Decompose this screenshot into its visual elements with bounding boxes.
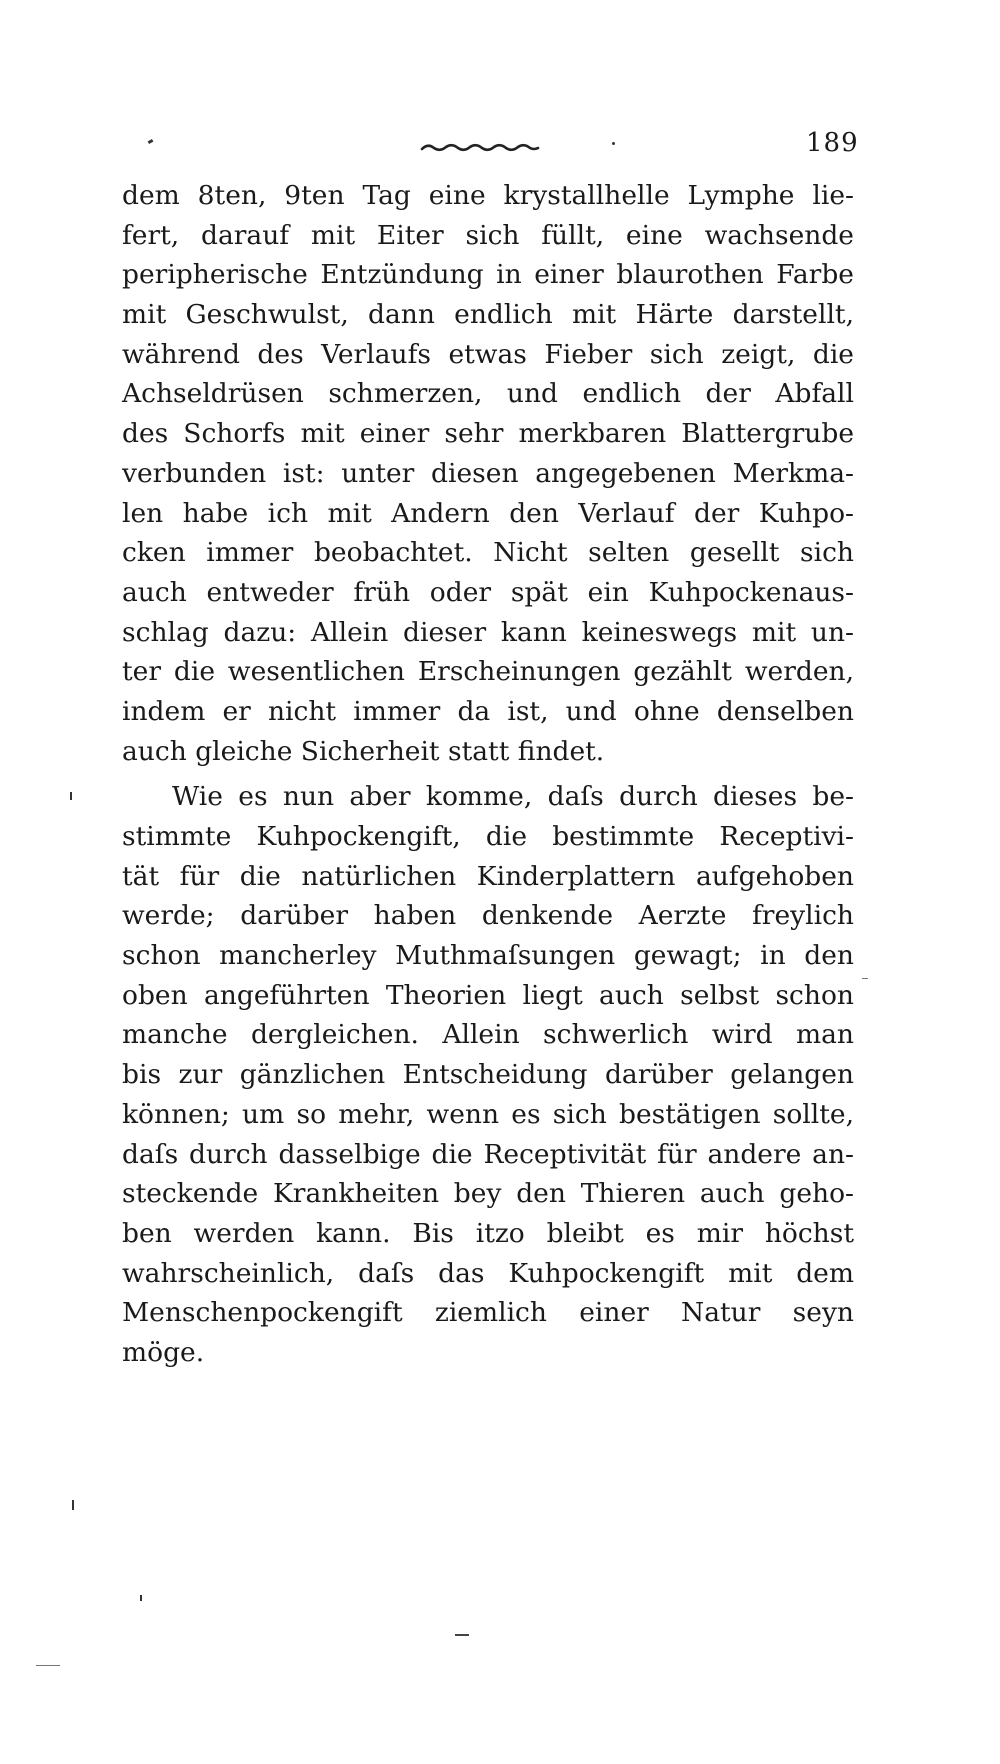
text-line: peripherische Entzündung in einer blaurothen Farbe (122, 259, 854, 291)
body-text (122, 176, 854, 1373)
text-line: cken immer beobachtet. Nicht selten gesellt sich (122, 537, 854, 569)
text-line: möge. (122, 1336, 205, 1368)
text-line: Wie es nun aber komme, daſs durch dieses be- (172, 781, 854, 813)
text-line: bis zur gänzlichen Entscheidung darüber gelangen (122, 1059, 854, 1091)
scan-speck (36, 1665, 60, 1666)
text-line: auch gleiche Sicherheit statt findet. (122, 735, 605, 767)
text-line: mit Geschwulst, dann endlich mit Härte darstellt, (122, 299, 854, 331)
text-line: ben werden kann. Bis itzo bleibt es mir höchst (122, 1217, 854, 1249)
text-line: des Schorfs mit einer sehr merkbaren Blattergrube (122, 418, 854, 450)
page-number: 189 (806, 128, 859, 158)
text-line: während des Verlaufs etwas Fieber sich zeigt, die (122, 338, 854, 370)
text-line: können; um so mehr, wenn es sich bestätigen sollte, (122, 1098, 854, 1130)
text-line: oben angeführten Theorien liegt auch selbst schon (122, 979, 854, 1011)
text-line: verbunden ist: unter diesen angegebenen Merkma- (122, 457, 854, 489)
scan-speck (612, 142, 615, 145)
text-line: ter die wesentlichen Erscheinungen gezählt werden, (122, 656, 854, 688)
scan-speck (70, 792, 72, 800)
scan-speck (140, 1595, 142, 1601)
text-line: Achseldrüsen schmerzen, und endlich der Abfall (122, 378, 854, 410)
text-line: tät für die natürlichen Kinderplattern aufgehoben (122, 860, 854, 892)
ornament-rule-icon (420, 140, 542, 154)
text-line: fert, darauf mit Eiter sich füllt, eine wachsende (122, 219, 854, 251)
text-line: wahrscheinlich, daſs das Kuhpockengift mit dem (122, 1257, 854, 1289)
scan-speck (862, 978, 868, 979)
text-line: werde; darüber haben denkende Aerzte freylich (122, 900, 854, 932)
text-line: manche dergleichen. Allein schwerlich wird man (122, 1019, 854, 1051)
text-line: daſs durch dasselbige die Receptivität für andere an- (122, 1138, 854, 1170)
text-line: auch entweder früh oder spät ein Kuhpockenaus- (122, 576, 854, 608)
scan-speck (72, 1500, 74, 1510)
text-line: schlag dazu: Allein dieser kann keineswegs mit un- (122, 616, 854, 648)
text-line: schon mancherley Muthmaſsungen gewagt; in den (122, 940, 854, 972)
paragraph-1 (122, 176, 854, 771)
text-line: steckende Krankheiten bey den Thieren auch geho- (122, 1178, 854, 1210)
text-line: indem er nicht immer da ist, und ohne denselben (122, 695, 854, 727)
page-header (0, 128, 1000, 168)
text-line: Menschenpockengift ziemlich einer Natur seyn (122, 1297, 854, 1329)
text-line: stimmte Kuhpockengift, die bestimmte Receptivi- (122, 821, 854, 852)
text-line: dem 8ten, 9ten Tag eine krystallhelle Lymphe lie- (122, 180, 854, 211)
paragraph-2 (122, 777, 854, 1372)
text-line: len habe ich mit Andern den Verlauf der Kuhpo- (122, 497, 854, 529)
footer-mark (455, 1634, 469, 1636)
